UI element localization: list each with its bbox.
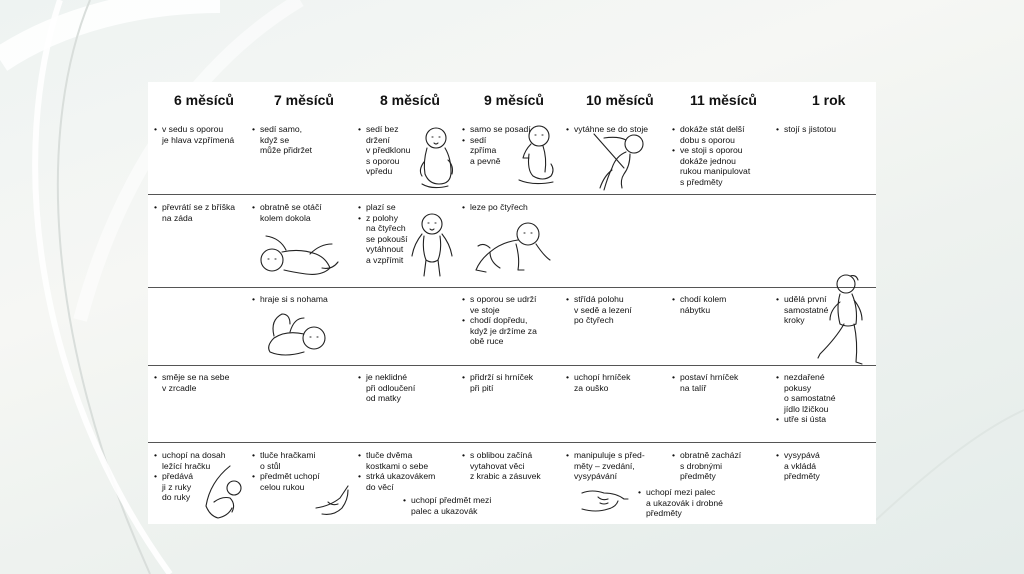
table-cell: • tluče hračkami o stůl • předmět uchopí celou rukou [252, 450, 348, 492]
table-cell: • uchopí předmět mezi palec a ukazovák [403, 495, 513, 516]
table-cell: • s oporou se udrží ve stoje • chodí dopředu, když je držíme za obě ruce [462, 294, 558, 347]
column-header: 7 měsíců [274, 92, 334, 108]
table-cell: • s oblibou začíná vytahovat věci z krabic a zásuvek [462, 450, 566, 482]
table-cell: • chodí kolem nábytku [672, 294, 762, 315]
table-cell: • vysypává a vkládá předměty [776, 450, 872, 482]
column-header: 11 měsíců [690, 92, 757, 108]
table-cell: • obratně zachází s drobnými předměty [672, 450, 768, 482]
hand-pincer-grip-icon [580, 487, 630, 515]
table-cell: • manipuluje s před- měty – zvedání, vysypávání [566, 450, 666, 482]
row-divider [148, 287, 876, 288]
table-cell: • převrátí se z bříška na záda [154, 202, 246, 223]
table-cell: • sedí samo, když se může přidržet [252, 124, 342, 156]
table-cell: • dokáže stát delší dobu s oporou • ve stoji s oporou dokáže jednou rukou manipulovat s předměty [672, 124, 772, 187]
table-cell: • je neklidné při odloučení od matky [358, 372, 450, 404]
baby-sitting-icon [414, 126, 456, 192]
column-header: 9 měsíců [484, 92, 544, 108]
toddler-walking-icon [816, 272, 872, 368]
table-cell: • uchopí hrníček za ouško [566, 372, 662, 393]
table-cell: • tluče dvěma kostkami o sebe • strká ukazovákem do věcí [358, 450, 454, 492]
baby-crawling-icon [472, 216, 554, 276]
table-cell: • v sedu s oporou je hlava vzpřímená [154, 124, 244, 145]
table-cell: • postaví hrníček na talíř [672, 372, 768, 393]
row-divider [148, 442, 876, 443]
table-cell: • střídá polohu v sedě a lezení po čtyřech [566, 294, 662, 326]
table-cell: • samo se posadí • sedí zpříma a pevně [462, 124, 552, 166]
table-cell: • udělá první samostatné kroky [776, 294, 848, 326]
column-header: 8 měsíců [380, 92, 440, 108]
table-cell: • vytáhne se do stoje [566, 124, 666, 135]
table-cell: • směje se na sebe v zrcadle [154, 372, 246, 393]
table-cell: • obratně se otáčí kolem dokola [252, 202, 344, 223]
table-cell: • plazí se • z polohy na čtyřech se pokouší vytáhnout a vzpřímit [358, 202, 418, 265]
table-cell: • nezdařené pokusy o samostatné jídlo lžičkou • utře si ústa [776, 372, 872, 425]
column-header: 6 měsíců [174, 92, 234, 108]
table-cell: • uchopí mezi palec a ukazovák i drobné předměty [638, 487, 748, 519]
baby-standing-icon [408, 210, 454, 278]
baby-playing-feet-icon [260, 308, 332, 358]
table-cell: • hraje si s nohama [252, 294, 344, 305]
table-cell: • stojí s jistotou [776, 124, 872, 135]
column-header: 1 rok [812, 92, 846, 108]
row-divider [148, 194, 876, 195]
baby-sitting-upright-icon [513, 124, 559, 190]
baby-rolling-icon [256, 228, 340, 280]
hand-grasping-icon [312, 480, 352, 520]
row-divider [148, 365, 876, 366]
table-cell: • přidrží si hrníček při pití [462, 372, 558, 393]
baby-pulling-up-icon [588, 126, 650, 192]
table-cell: • uchopí na dosah ležící hračku • předává ji z ruky do ruky [154, 450, 246, 503]
development-table [148, 82, 876, 524]
hand-passing-toy-icon [200, 462, 242, 522]
table-cell: • leze po čtyřech [462, 202, 554, 213]
column-header: 10 měsíců [586, 92, 654, 108]
table-cell: • sedí bez držení v předklonu s oporou vpředu [358, 124, 418, 177]
